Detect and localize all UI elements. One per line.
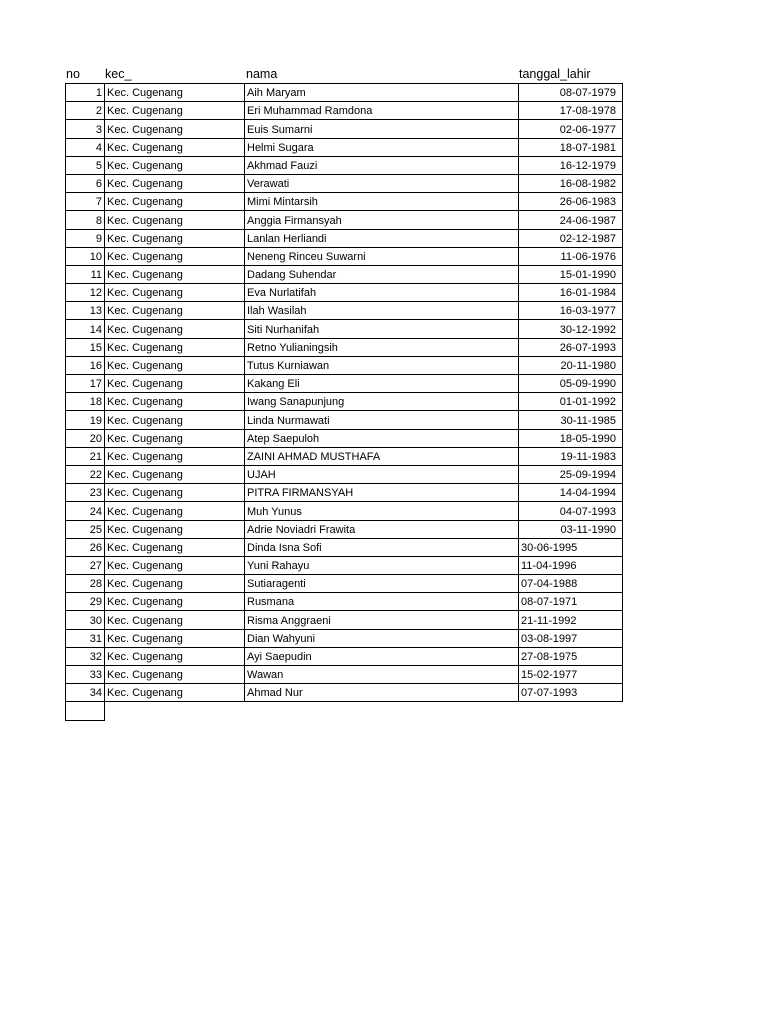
cell-kec[interactable]: Kec. Cugenang	[105, 375, 245, 393]
table-row	[66, 174, 623, 192]
cell-no[interactable]: 12	[66, 284, 105, 302]
cell-kec[interactable]: Kec. Cugenang	[105, 411, 245, 429]
table-row	[66, 447, 623, 465]
cell-kec[interactable]: Kec. Cugenang	[105, 102, 245, 120]
cell-no[interactable]: 4	[66, 138, 105, 156]
cell-kec[interactable]: Kec. Cugenang	[105, 393, 245, 411]
cell-tanggal-lahir[interactable]: 03-08-1997	[519, 629, 623, 647]
cell-no[interactable]: 25	[66, 520, 105, 538]
cell-tanggal-lahir[interactable]: 04-07-1993	[519, 502, 623, 520]
cell-no[interactable]: 7	[66, 193, 105, 211]
cell-kec[interactable]: Kec. Cugenang	[105, 647, 245, 665]
cell-kec[interactable]: Kec. Cugenang	[105, 575, 245, 593]
blank-cell	[105, 702, 245, 720]
cell-kec[interactable]: Kec. Cugenang	[105, 502, 245, 520]
cell-kec[interactable]: Kec. Cugenang	[105, 320, 245, 338]
cell-no[interactable]: 24	[66, 502, 105, 520]
table-row	[66, 538, 623, 556]
cell-tanggal-lahir[interactable]: 16-01-1984	[519, 284, 623, 302]
table-row	[66, 265, 623, 283]
cell-kec[interactable]: Kec. Cugenang	[105, 338, 245, 356]
cell-no[interactable]: 5	[66, 156, 105, 174]
table-row	[66, 284, 623, 302]
cell-nama[interactable]: Iwang Sanapunjung	[245, 393, 519, 411]
table-row	[66, 320, 623, 338]
header-tanggal-lahir: tanggal_lahir	[519, 67, 591, 81]
table-row	[66, 647, 623, 665]
cell-nama[interactable]: Akhmad Fauzi	[245, 156, 519, 174]
cell-kec[interactable]: Kec. Cugenang	[105, 556, 245, 574]
cell-tanggal-lahir[interactable]: 30-12-1992	[519, 320, 623, 338]
table-row	[66, 356, 623, 374]
cell-no[interactable]: 29	[66, 593, 105, 611]
cell-tanggal-lahir[interactable]: 15-02-1977	[519, 666, 623, 684]
cell-kec[interactable]: Kec. Cugenang	[105, 120, 245, 138]
cell-tanggal-lahir[interactable]: 18-07-1981	[519, 138, 623, 156]
table-row	[66, 247, 623, 265]
cell-nama[interactable]: Tutus Kurniawan	[245, 356, 519, 374]
cell-nama[interactable]: Eva Nurlatifah	[245, 284, 519, 302]
cell-nama[interactable]: Siti Nurhanifah	[245, 320, 519, 338]
cell-tanggal-lahir[interactable]: 02-12-1987	[519, 229, 623, 247]
cell-tanggal-lahir[interactable]: 16-08-1982	[519, 174, 623, 192]
data-table	[65, 83, 623, 721]
cell-kec[interactable]: Kec. Cugenang	[105, 465, 245, 483]
cell-no[interactable]: 2	[66, 102, 105, 120]
cell-tanggal-lahir[interactable]: 05-09-1990	[519, 375, 623, 393]
cell-no[interactable]: 6	[66, 174, 105, 192]
cell-tanggal-lahir[interactable]: 16-03-1977	[519, 302, 623, 320]
cell-kec[interactable]: Kec. Cugenang	[105, 356, 245, 374]
cell-no[interactable]: 20	[66, 429, 105, 447]
cell-kec[interactable]: Kec. Cugenang	[105, 247, 245, 265]
cell-no[interactable]: 33	[66, 666, 105, 684]
table-row	[66, 484, 623, 502]
cell-no[interactable]: 19	[66, 411, 105, 429]
cell-tanggal-lahir[interactable]: 02-06-1977	[519, 120, 623, 138]
table-row	[66, 666, 623, 684]
header-nama: nama	[246, 67, 278, 81]
cell-kec[interactable]: Kec. Cugenang	[105, 520, 245, 538]
cell-nama[interactable]: Aih Maryam	[245, 84, 519, 102]
cell-kec[interactable]: Kec. Cugenang	[105, 302, 245, 320]
cell-kec[interactable]: Kec. Cugenang	[105, 629, 245, 647]
cell-tanggal-lahir[interactable]: 01-01-1992	[519, 393, 623, 411]
cell-nama[interactable]: Wawan	[245, 666, 519, 684]
cell-kec[interactable]: Kec. Cugenang	[105, 284, 245, 302]
cell-tanggal-lahir[interactable]: 30-11-1985	[519, 411, 623, 429]
cell-nama[interactable]: Euis Sumarni	[245, 120, 519, 138]
cell-no[interactable]: 9	[66, 229, 105, 247]
table-row	[66, 102, 623, 120]
cell-no[interactable]: 16	[66, 356, 105, 374]
cell-nama[interactable]: Atep Saepuloh	[245, 429, 519, 447]
table-row	[66, 338, 623, 356]
cell-kec[interactable]: Kec. Cugenang	[105, 484, 245, 502]
table-row	[66, 629, 623, 647]
cell-no[interactable]: 27	[66, 556, 105, 574]
table-row	[66, 211, 623, 229]
cell-no[interactable]: 14	[66, 320, 105, 338]
cell-kec[interactable]: Kec. Cugenang	[105, 538, 245, 556]
cell-nama[interactable]: Sutiaragenti	[245, 575, 519, 593]
cell-tanggal-lahir[interactable]: 08-07-1979	[519, 84, 623, 102]
cell-tanggal-lahir[interactable]: 11-04-1996	[519, 556, 623, 574]
cell-tanggal-lahir[interactable]: 24-06-1987	[519, 211, 623, 229]
cell-no[interactable]: 32	[66, 647, 105, 665]
cell-no[interactable]: 1	[66, 84, 105, 102]
cell-tanggal-lahir[interactable]: 03-11-1990	[519, 520, 623, 538]
cell-nama[interactable]: Ilah Wasilah	[245, 302, 519, 320]
cell-nama[interactable]: Yuni Rahayu	[245, 556, 519, 574]
table-row	[66, 120, 623, 138]
cell-tanggal-lahir[interactable]: 16-12-1979	[519, 156, 623, 174]
table-row	[66, 556, 623, 574]
table-row	[66, 411, 623, 429]
cell-kec[interactable]: Kec. Cugenang	[105, 447, 245, 465]
cell-no[interactable]: 18	[66, 393, 105, 411]
cell-nama[interactable]: Muh Yunus	[245, 502, 519, 520]
table-row	[66, 611, 623, 629]
cell-tanggal-lahir[interactable]: 11-06-1976	[519, 247, 623, 265]
cell-no[interactable]: 11	[66, 265, 105, 283]
cell-nama[interactable]: Dian Wahyuni	[245, 629, 519, 647]
cell-nama[interactable]: Kakang Eli	[245, 375, 519, 393]
cell-tanggal-lahir[interactable]: 19-11-1983	[519, 447, 623, 465]
cell-nama[interactable]: Neneng Rinceu Suwarni	[245, 247, 519, 265]
cell-no[interactable]: 8	[66, 211, 105, 229]
cell-no[interactable]: 34	[66, 684, 105, 702]
table-row	[66, 502, 623, 520]
empty-row	[66, 702, 623, 720]
table-row	[66, 156, 623, 174]
empty-cell[interactable]	[66, 702, 105, 720]
table-body	[66, 84, 623, 721]
cell-kec[interactable]: Kec. Cugenang	[105, 174, 245, 192]
cell-tanggal-lahir[interactable]: 17-08-1978	[519, 102, 623, 120]
cell-nama[interactable]: Rusmana	[245, 593, 519, 611]
table-row	[66, 84, 623, 102]
cell-kec[interactable]: Kec. Cugenang	[105, 138, 245, 156]
blank-cell	[519, 702, 623, 720]
cell-no[interactable]: 10	[66, 247, 105, 265]
cell-tanggal-lahir[interactable]: 07-07-1993	[519, 684, 623, 702]
cell-nama[interactable]: Eri Muhammad Ramdona	[245, 102, 519, 120]
cell-nama[interactable]: Retno Yulianingsih	[245, 338, 519, 356]
cell-tanggal-lahir[interactable]: 25-09-1994	[519, 465, 623, 483]
cell-nama[interactable]: Lanlan Herliandi	[245, 229, 519, 247]
table-row	[66, 520, 623, 538]
cell-nama[interactable]: Verawati	[245, 174, 519, 192]
cell-kec[interactable]: Kec. Cugenang	[105, 684, 245, 702]
cell-kec[interactable]: Kec. Cugenang	[105, 84, 245, 102]
cell-tanggal-lahir[interactable]: 30-06-1995	[519, 538, 623, 556]
cell-tanggal-lahir[interactable]: 27-08-1975	[519, 647, 623, 665]
table-row	[66, 375, 623, 393]
cell-no[interactable]: 22	[66, 465, 105, 483]
cell-nama[interactable]: Ayi Saepudin	[245, 647, 519, 665]
table-row	[66, 684, 623, 702]
cell-nama[interactable]: Dinda Isna Sofi	[245, 538, 519, 556]
cell-nama[interactable]: PITRA FIRMANSYAH	[245, 484, 519, 502]
table-row	[66, 193, 623, 211]
cell-no[interactable]: 15	[66, 338, 105, 356]
cell-tanggal-lahir[interactable]: 14-04-1994	[519, 484, 623, 502]
cell-no[interactable]: 30	[66, 611, 105, 629]
cell-tanggal-lahir[interactable]: 20-11-1980	[519, 356, 623, 374]
table-row	[66, 429, 623, 447]
table-row	[66, 465, 623, 483]
table-row	[66, 229, 623, 247]
cell-no[interactable]: 3	[66, 120, 105, 138]
blank-cell	[245, 702, 519, 720]
cell-kec[interactable]: Kec. Cugenang	[105, 265, 245, 283]
cell-tanggal-lahir[interactable]: 18-05-1990	[519, 429, 623, 447]
header-no: no	[66, 67, 80, 81]
table-row	[66, 138, 623, 156]
cell-no[interactable]: 28	[66, 575, 105, 593]
cell-tanggal-lahir[interactable]: 07-04-1988	[519, 575, 623, 593]
cell-nama[interactable]: Linda Nurmawati	[245, 411, 519, 429]
cell-tanggal-lahir[interactable]: 08-07-1971	[519, 593, 623, 611]
cell-kec[interactable]: Kec. Cugenang	[105, 193, 245, 211]
cell-no[interactable]: 13	[66, 302, 105, 320]
cell-nama[interactable]: ZAINI AHMAD MUSTHAFA	[245, 447, 519, 465]
cell-nama[interactable]: Adrie Noviadri Frawita	[245, 520, 519, 538]
table-row	[66, 575, 623, 593]
cell-nama[interactable]: Helmi Sugara	[245, 138, 519, 156]
cell-nama[interactable]: Risma Anggraeni	[245, 611, 519, 629]
cell-kec[interactable]: Kec. Cugenang	[105, 156, 245, 174]
cell-tanggal-lahir[interactable]: 26-07-1993	[519, 338, 623, 356]
cell-no[interactable]: 17	[66, 375, 105, 393]
table-row	[66, 593, 623, 611]
cell-kec[interactable]: Kec. Cugenang	[105, 211, 245, 229]
cell-kec[interactable]: Kec. Cugenang	[105, 229, 245, 247]
cell-nama[interactable]: Dadang Suhendar	[245, 265, 519, 283]
cell-nama[interactable]: UJAH	[245, 465, 519, 483]
cell-tanggal-lahir[interactable]: 26-06-1983	[519, 193, 623, 211]
table-row	[66, 393, 623, 411]
cell-kec[interactable]: Kec. Cugenang	[105, 429, 245, 447]
cell-no[interactable]: 26	[66, 538, 105, 556]
cell-kec[interactable]: Kec. Cugenang	[105, 593, 245, 611]
cell-nama[interactable]: Anggia Firmansyah	[245, 211, 519, 229]
cell-nama[interactable]: Mimi Mintarsih	[245, 193, 519, 211]
cell-no[interactable]: 21	[66, 447, 105, 465]
cell-kec[interactable]: Kec. Cugenang	[105, 666, 245, 684]
cell-no[interactable]: 31	[66, 629, 105, 647]
cell-tanggal-lahir[interactable]: 21-11-1992	[519, 611, 623, 629]
cell-kec[interactable]: Kec. Cugenang	[105, 611, 245, 629]
cell-nama[interactable]: Ahmad Nur	[245, 684, 519, 702]
table-row	[66, 302, 623, 320]
header-kec: kec_	[105, 67, 132, 81]
cell-tanggal-lahir[interactable]: 15-01-1990	[519, 265, 623, 283]
cell-no[interactable]: 23	[66, 484, 105, 502]
